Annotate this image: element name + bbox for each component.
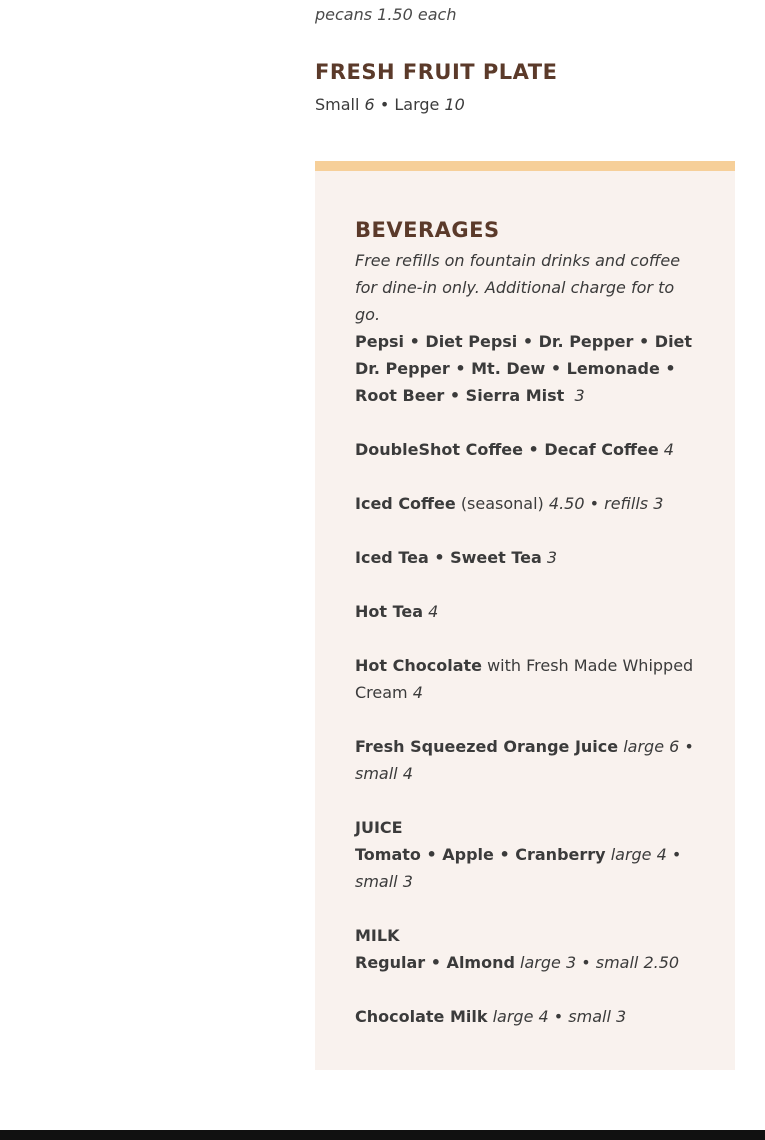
hot-tea-item: [355, 598, 695, 625]
hot-tea-price: 4: [428, 602, 439, 621]
hot-tea-name: Hot Tea: [355, 602, 424, 621]
spacer: [355, 625, 695, 652]
spacer: [355, 706, 695, 733]
fountain-drinks-item: [355, 328, 695, 409]
spacer: [355, 517, 695, 544]
iced-coffee-item: [355, 490, 695, 517]
fruit-small-price: 6: [364, 95, 375, 114]
orange-juice-price: large 6 • small 4: [355, 737, 694, 783]
iced-coffee-price: 4.50 • refills 3: [548, 494, 664, 513]
previous-item-note: pecans 1.50 each: [315, 5, 457, 24]
chocolate-milk-item: [355, 1003, 695, 1030]
juice-price: large 4 • small 3: [355, 845, 682, 891]
hot-chocolate-price: 4: [412, 683, 423, 702]
iced-coffee-qualifier: (seasonal): [460, 494, 544, 513]
iced-tea-item: [355, 544, 695, 571]
fruit-large-price: 10: [444, 95, 465, 114]
chocolate-milk-name: Chocolate Milk: [355, 1007, 488, 1026]
spacer: [355, 463, 695, 490]
milk-label: MILK: [355, 926, 400, 945]
juice-label-line: [355, 814, 695, 841]
beverages-refill-note: Free refills on fountain drinks and coffee for dine-in only. Additional charge for to go.: [355, 251, 681, 324]
footer-bar: [0, 1130, 765, 1140]
iced-coffee-name: Iced Coffee: [355, 494, 456, 513]
coffee-item: [355, 436, 695, 463]
orange-juice-name: Fresh Squeezed Orange Juice: [355, 737, 619, 756]
orange-juice-item: [355, 733, 695, 787]
fruit-price-separator: •: [379, 95, 390, 114]
spacer: [355, 787, 695, 814]
fresh-fruit-plate-title: FRESH FRUIT PLATE: [315, 60, 558, 84]
iced-tea-price: 3: [546, 548, 558, 567]
hot-chocolate-description: with Fresh Made Whipped Cream: [355, 656, 694, 702]
hot-chocolate-item: [355, 652, 695, 706]
chocolate-milk-price: large 4 • small 3: [492, 1007, 627, 1026]
milk-price: large 3 • small 2.50: [520, 953, 680, 972]
beverages-content: [355, 216, 695, 1030]
iced-tea-names: Iced Tea • Sweet Tea: [355, 548, 542, 567]
beverages-section: [315, 161, 735, 1070]
beverages-heading: BEVERAGES: [355, 218, 500, 242]
fresh-fruit-plate-prices: [315, 93, 465, 117]
spacer: [355, 409, 695, 436]
coffee-price: 4: [663, 440, 674, 459]
spacer: [355, 571, 695, 598]
spacer: [355, 895, 695, 922]
milk-names: Regular • Almond: [355, 953, 515, 972]
fountain-drinks-price: 3: [574, 386, 585, 405]
milk-label-line: [355, 922, 695, 949]
fruit-small-label: Small: [315, 95, 360, 114]
fountain-drinks-names: Pepsi • Diet Pepsi • Dr. Pepper • Diet Dr. Pepper • Mt. Dew • Lemonade • Root Beer • Sierra Mist: [355, 332, 693, 405]
juice-names: Tomato • Apple • Cranberry: [355, 845, 606, 864]
milk-item: [355, 949, 695, 976]
juice-item: [355, 841, 695, 895]
coffee-names: DoubleShot Coffee • Decaf Coffee: [355, 440, 659, 459]
hot-chocolate-name: Hot Chocolate: [355, 656, 482, 675]
fruit-large-label: Large: [394, 95, 440, 114]
juice-label: JUICE: [355, 818, 403, 837]
spacer: [355, 976, 695, 1003]
